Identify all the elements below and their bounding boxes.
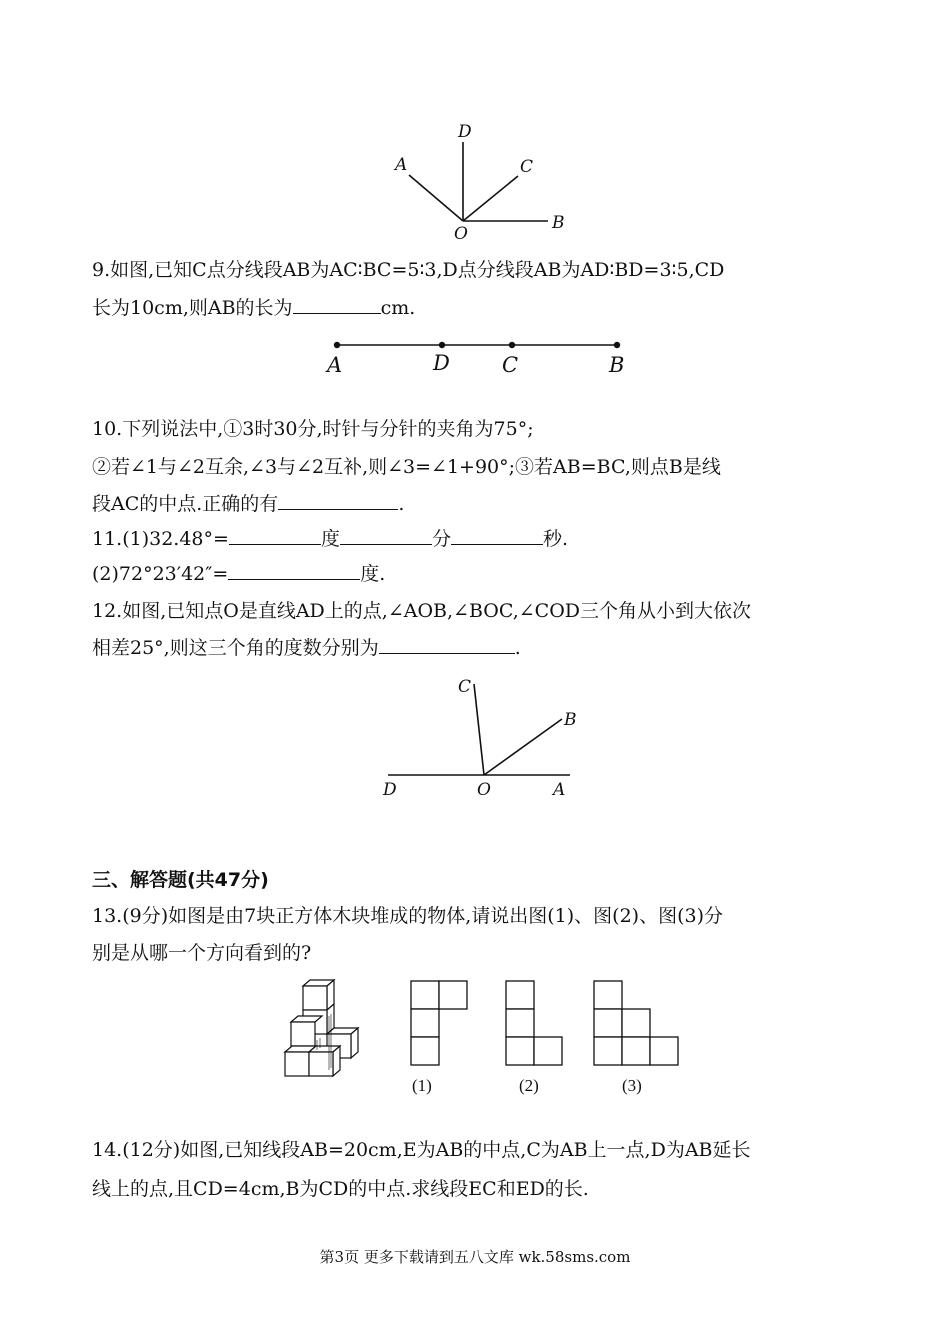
point-c <box>509 342 515 348</box>
section3-title: 三、解答题(共47分) <box>92 869 269 891</box>
point-a <box>334 342 340 348</box>
figure-angles-bottom <box>380 672 600 802</box>
view-3-cell <box>622 1037 650 1065</box>
q11-minute-blank[interactable] <box>340 526 432 545</box>
figure-segment <box>325 332 645 377</box>
label-d: D <box>433 351 450 375</box>
view-2 <box>505 980 565 1072</box>
ray-ob <box>484 719 562 775</box>
view-1-label: (1) <box>412 1076 432 1095</box>
figure-angles-top <box>390 120 590 244</box>
view-3 <box>593 980 683 1072</box>
q10-line3 <box>92 491 404 517</box>
q14-line1: 14.(12分)如图,已知线段AB=20cm,E为AB的中点,C为AB上一点,D为AB延长 <box>92 1139 751 1161</box>
view-1-cell <box>411 1009 439 1037</box>
view-1-cell <box>411 1037 439 1065</box>
label-b: B <box>609 353 625 377</box>
q12-answer-blank[interactable] <box>379 635 515 654</box>
q9-line2 <box>92 295 415 321</box>
view-2-cell <box>534 1037 562 1065</box>
q11-part2-blank[interactable] <box>228 561 360 580</box>
q11-degree-unit: 度 <box>320 528 340 550</box>
label-c: C <box>458 677 472 697</box>
label-c: C <box>502 353 519 377</box>
label-b: B <box>552 213 565 233</box>
label-b: B <box>564 710 577 730</box>
label-o: O <box>477 780 491 800</box>
page-footer: 第3页 更多下载请到五八文库 wk.58sms.com <box>319 1248 631 1266</box>
view-3-label: (3) <box>622 1076 642 1095</box>
figure-cube-stack <box>283 980 373 1080</box>
q11-degree-blank[interactable] <box>229 526 321 545</box>
view-2-cell <box>506 1037 534 1065</box>
label-a: A <box>395 155 408 175</box>
q10-line1: 10.下列说法中,①3时30分,时针与分针的夹角为75°; <box>92 418 534 440</box>
view-2-cell <box>506 981 534 1009</box>
q10-line2: ②若∠1与∠2互余,∠3与∠2互补,则∠3=∠1+90°;③若AB=BC,则点B是线 <box>92 456 721 478</box>
point-d <box>439 342 445 348</box>
label-a: A <box>327 353 343 377</box>
q11-minute-unit: 分 <box>431 528 451 550</box>
view-2-cell <box>506 1009 534 1037</box>
view-3-cell <box>594 1009 622 1037</box>
q11-second-unit: 秒. <box>542 528 569 550</box>
q11-part1 <box>92 526 568 552</box>
label-a: A <box>553 780 566 800</box>
cube-bottom-middle <box>309 1046 340 1076</box>
q9-text-before-blank: 长为10cm,则AB的长为 <box>92 297 293 319</box>
view-3-cell <box>622 1009 650 1037</box>
view-1-cell <box>439 981 467 1009</box>
q9-line1: 9.如图,已知C点分线段AB为AC∶BC=5∶3,D点分线段AB为AD∶BD=3∶5,CD <box>92 259 725 281</box>
view-2-label: (2) <box>519 1076 539 1095</box>
q12-line1: 12.如图,已知点O是直线AD上的点,∠AOB,∠BOC,∠COD三个角从小到大依次 <box>92 600 752 622</box>
q12-text-before-blank: 相差25°,则这三个角的度数分别为 <box>92 637 379 659</box>
q11-part2-unit: 度. <box>360 563 386 585</box>
q10-text-before-blank: 段AC的中点.正确的有 <box>92 493 279 515</box>
q11-second-blank[interactable] <box>451 526 543 545</box>
ray-oc <box>474 684 484 775</box>
q9-text-after-blank: cm. <box>380 297 416 319</box>
point-b <box>614 342 620 348</box>
view-1-cell <box>411 981 439 1009</box>
view-3-cell <box>650 1037 678 1065</box>
view-3-cell <box>594 981 622 1009</box>
q12-line2 <box>92 635 521 661</box>
label-d: D <box>383 780 397 800</box>
q11-part2-prefix: (2)72°23′42″= <box>92 563 229 585</box>
q9-answer-blank[interactable] <box>293 295 381 314</box>
label-o: O <box>454 224 468 244</box>
view-3-cell <box>594 1037 622 1065</box>
q11-part1-prefix: 11.(1)32.48°= <box>92 528 229 550</box>
q11-part2 <box>92 561 385 587</box>
q13-line2: 别是从哪一个方向看到的? <box>92 942 312 964</box>
label-c: C <box>520 157 534 177</box>
q12-text-after-blank: . <box>514 637 521 659</box>
view-1 <box>410 980 470 1072</box>
q13-line1: 13.(9分)如图是由7块正方体木块堆成的物体,请说出图(1)、图(2)、图(3)分 <box>92 905 724 927</box>
q10-answer-blank[interactable] <box>278 491 398 510</box>
label-d: D <box>458 122 472 142</box>
q10-text-after-blank: . <box>398 493 405 515</box>
ray-oa <box>409 175 463 221</box>
q14-line2: 线上的点,且CD=4cm,B为CD的中点.求线段EC和ED的长. <box>92 1178 589 1200</box>
cube-top-upper <box>303 980 334 1010</box>
ray-oc <box>463 176 518 221</box>
